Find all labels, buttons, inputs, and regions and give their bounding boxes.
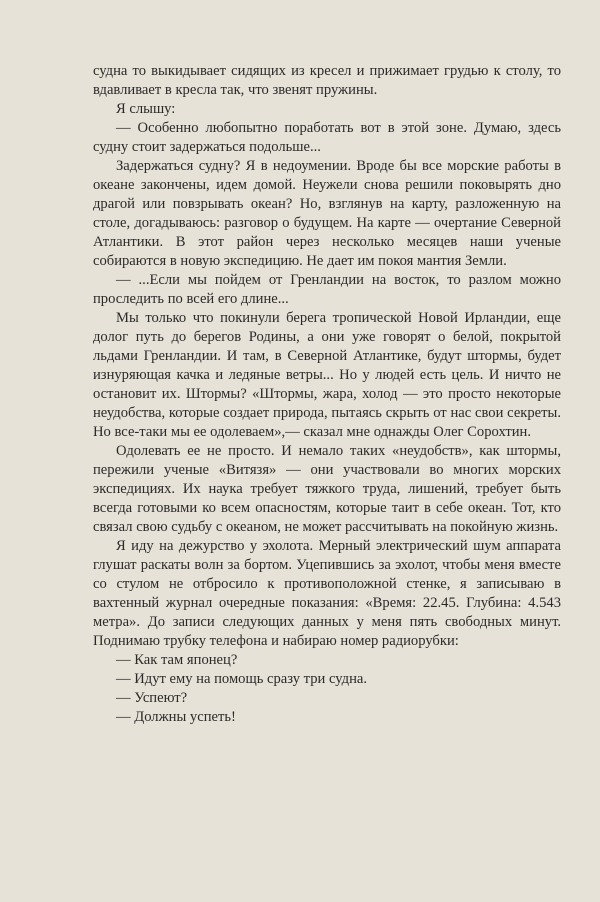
dialog-line: — Как там японец? (116, 652, 238, 668)
dialog-line: — Должны успеть! (116, 709, 236, 725)
paragraph: Я слышу: (116, 101, 176, 117)
paragraph: — Особенно любопытно поработать вот в этой зоне. Думаю, здесь судну стоит задержаться подольше... (93, 120, 561, 155)
paragraph: Мы только что покинули берега тропической Новой Ирландии, еще долог путь до берегов Родины, а они уже говорят о белой, покрытой льдами Гренландии. И там, в Северной Атлантике, будут штормы, будет изнуряющая качка и ледяные ветры... Но у людей есть цель. И ничто не остановит их. Штормы? «Штормы, жара, холод — это просто некоторые неудобства, которые создает природа, пытаясь скрыть от нас свои секреты. Но все-таки мы ее одолеваем»,— сказал мне однажды Олег Сорохтин. (93, 310, 561, 440)
paragraph: Одолевать ее не просто. И немало таких «неудобств», как штормы, пережили ученые «Витязя» — они участвовали во многих морских экспедициях. Их наука требует тяжкого труда, лишений, требует быть всегда готовыми ко всем опасностям, которые таит в себе океан. Тот, кто связал свою судьбу с океаном, не может рассчитывать на покойную жизнь. (93, 443, 561, 535)
dialog-line: — Идут ему на помощь сразу три судна. (116, 671, 368, 687)
paragraph: Я иду на дежурство у эхолота. Мерный электрический шум аппарата глушат раскаты волн за бортом. Уцепившись за эхолот, чтобы меня вместе со стулом не отбросило к противоположной стенке, я записываю в вахтенный журнал очередные показания: «Время: 22.45. Глубина: 4.543 метра». До записи следующих данных у меня пять свободных минут. Поднимаю трубку телефона и набираю номер радиорубки: (93, 538, 561, 649)
dialog-line: — Успеют? (116, 690, 188, 706)
paragraph: судна то выкидывает сидящих из кресел и прижимает грудью к столу, то вдавливает в кресла так, что звенят пружины. (93, 63, 561, 98)
page-text (93, 62, 561, 727)
paragraph: — ...Если мы пойдем от Гренландии на восток, то разлом можно проследить по всей его длине... (93, 272, 561, 307)
paragraph: Задержаться судну? Я в недоумении. Вроде бы все морские работы в океане закончены, идем домой. Неужели снова решили поковырять дно драгой или повзрывать океан? Но, взглянув на карту, разложенную на столе, догадываюсь: разговор о будущем. На карте — очертание Северной Атлантики. В этот район через несколько месяцев наши ученые собираются в новую экспедицию. Не дает им покоя мантия Земли. (93, 158, 561, 269)
